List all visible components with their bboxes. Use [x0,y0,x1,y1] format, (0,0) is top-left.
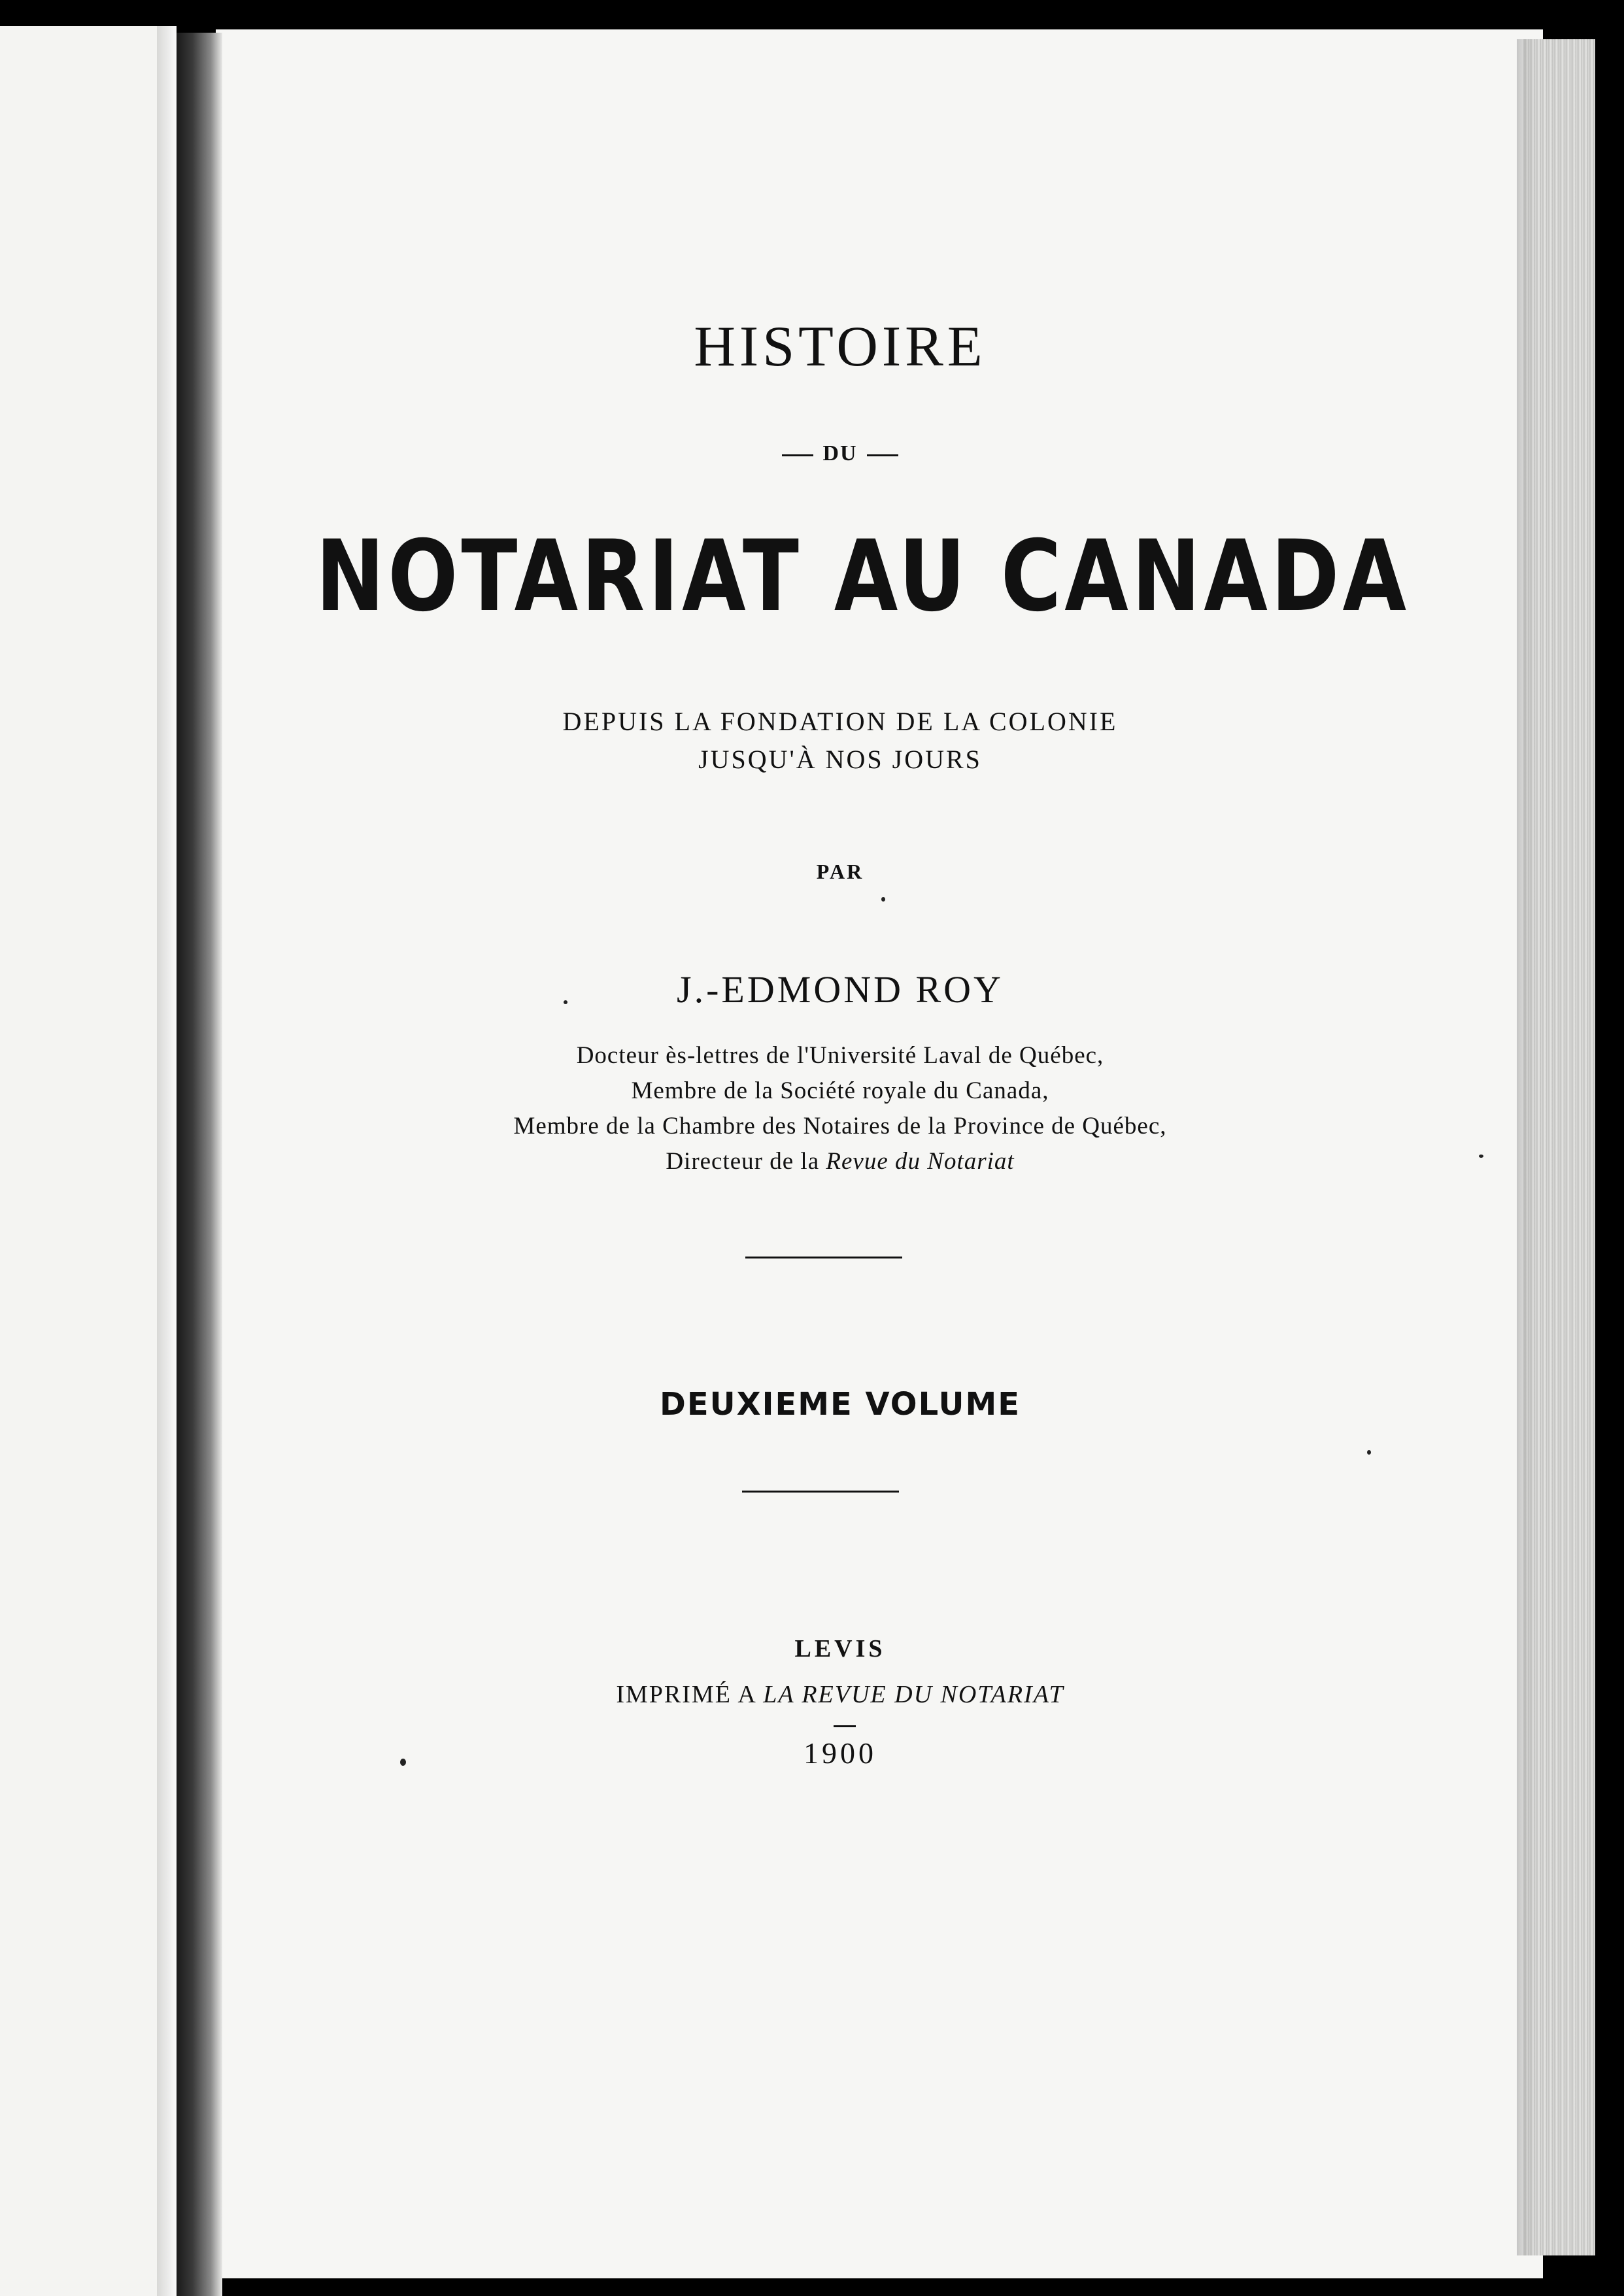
credential-line-4 [216,1147,1464,1175]
credential-4-prefix: Directeur de la [666,1148,820,1175]
connector-dash-right [867,454,898,456]
title-top-line: HISTOIRE [694,315,987,379]
connector-word: DU [822,441,858,465]
subtitle-line-2: JUSQU'À NOS JOURS [698,745,982,774]
imprint-publisher: LA REVUE DU NOTARIAT [763,1681,1064,1708]
volume-label: DEUXIEME VOLUME [659,1386,1021,1423]
ink-speck [564,1000,567,1004]
credential-4-journal: Revue du Notariat [826,1148,1015,1175]
divider-rule-upper [745,1257,902,1258]
credential-line-3: Membre de la Chambre des Notaires de la Province de Québec, [513,1113,1167,1140]
imprint-prefix: IMPRIMÉ A [616,1681,756,1708]
ink-speck [1367,1450,1371,1455]
year-dash [834,1725,856,1727]
imprint-printer [216,1680,1464,1709]
credential-line-2: Membre de la Société royale du Canada, [631,1077,1049,1104]
left-page-edge [157,26,177,2296]
ink-speck [400,1759,406,1766]
author-name: J.-EDMOND ROY [677,968,1004,1011]
ink-speck [881,897,885,902]
imprint-city: LEVIS [794,1635,886,1663]
subtitle-line-1: DEPUIS LA FONDATION DE LA COLONIE [562,707,1118,736]
main-title: NOTARIAT AU CANADA [315,520,1410,633]
credential-line-1: Docteur ès-lettres de l'Université Laval de Québec, [576,1042,1104,1069]
ink-speck [1479,1155,1483,1158]
by-line: PAR [816,860,864,883]
left-facing-page [0,26,157,2296]
page-edge-shade [1517,39,1536,2255]
connector-dash-left [782,454,813,456]
imprint-year: 1900 [804,1736,877,1770]
connector-line [216,441,1464,466]
divider-rule-lower [742,1491,899,1493]
